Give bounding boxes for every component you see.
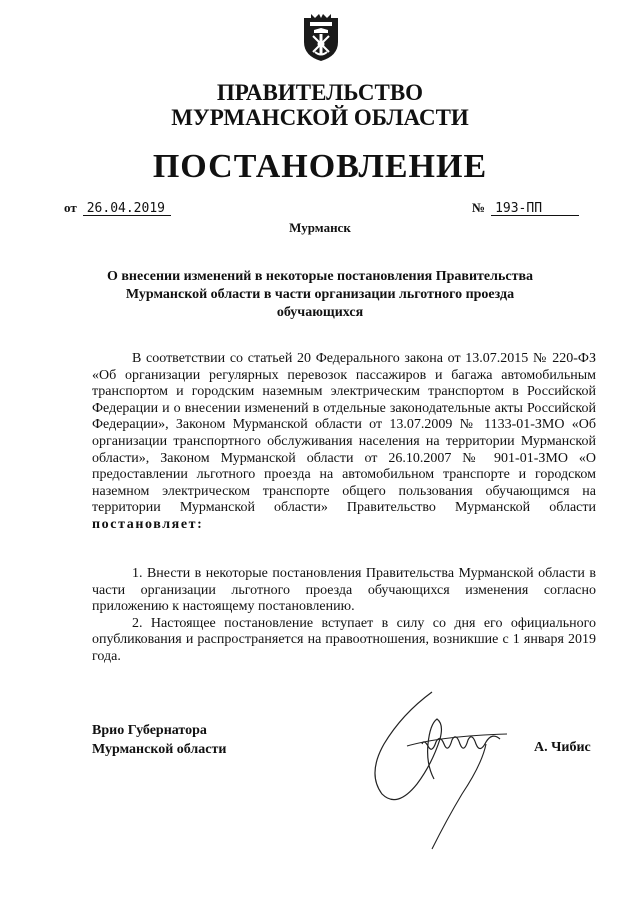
signer-position-line1: Врио Губернатора (92, 723, 207, 738)
document-date: 26.04.2019 (83, 202, 171, 216)
number-field (472, 200, 579, 216)
organization-title-line2: МУРМАНСКОЙ ОБЛАСТИ (171, 105, 469, 130)
resolution-item-2: 2. Настоящее постановление вступает в силу со дня его официального опубликования и распространяется на правоотношения, возникшие с 1 января 2019 года. (92, 615, 596, 664)
signer-name: А. Чибис (534, 740, 591, 755)
coat-of-arms-icon (302, 12, 340, 62)
signer-position (92, 721, 226, 759)
city-name: Мурманск (289, 220, 351, 235)
signer-position-line2: Мурманской области (92, 742, 227, 757)
resolution-item-1: 1. Внести в некоторые постановления Правительства Мурманской области в части организации льготного проезда обучающихся изменения согласно приложению к настоящему постановлению. (92, 566, 596, 615)
document-subject: О внесении изменений в некоторые постановления Правительства Мурманской области в части организации льготного проезда обучающихся (106, 269, 534, 320)
document-type-title: ПОСТАНОВЛЕНИЕ (152, 148, 488, 185)
number-prefix: № (472, 200, 486, 215)
organization-title-line1: ПРАВИТЕЛЬСТВО (216, 80, 424, 105)
handwritten-signature (362, 684, 522, 854)
resolves-keyword: постановляет: (92, 516, 204, 532)
date-prefix: от (64, 200, 77, 215)
date-field (64, 200, 171, 216)
preamble-paragraph (92, 351, 596, 534)
preamble-text: В соответствии со статьей 20 Федерального закона от 13.07.2015 № 220-ФЗ «Об организации регулярных перевозок пассажиров и багажа автомобильным транспортом и городским наземным электрическим транспортом в Российской Федерации и о внесении изменений в отдельные законодательные акты Российской Федерации», Законом Мурманской области от 13.07.2009 № 1133-01-ЗМО «Об организации транспортного обслуживания населения на территории Мурманской области», Законом Мурманской области от 26.10.2007 № 901-01-ЗМО «О предоставлении льготного проезда на автомобильном транспорте и городском наземном электрическом транспорте общего пользования обучающимся на территории Мурманской области» Правительство Мурманской области (92, 351, 596, 516)
document-number: 193-ПП (491, 202, 579, 216)
resolution-items (92, 566, 596, 666)
